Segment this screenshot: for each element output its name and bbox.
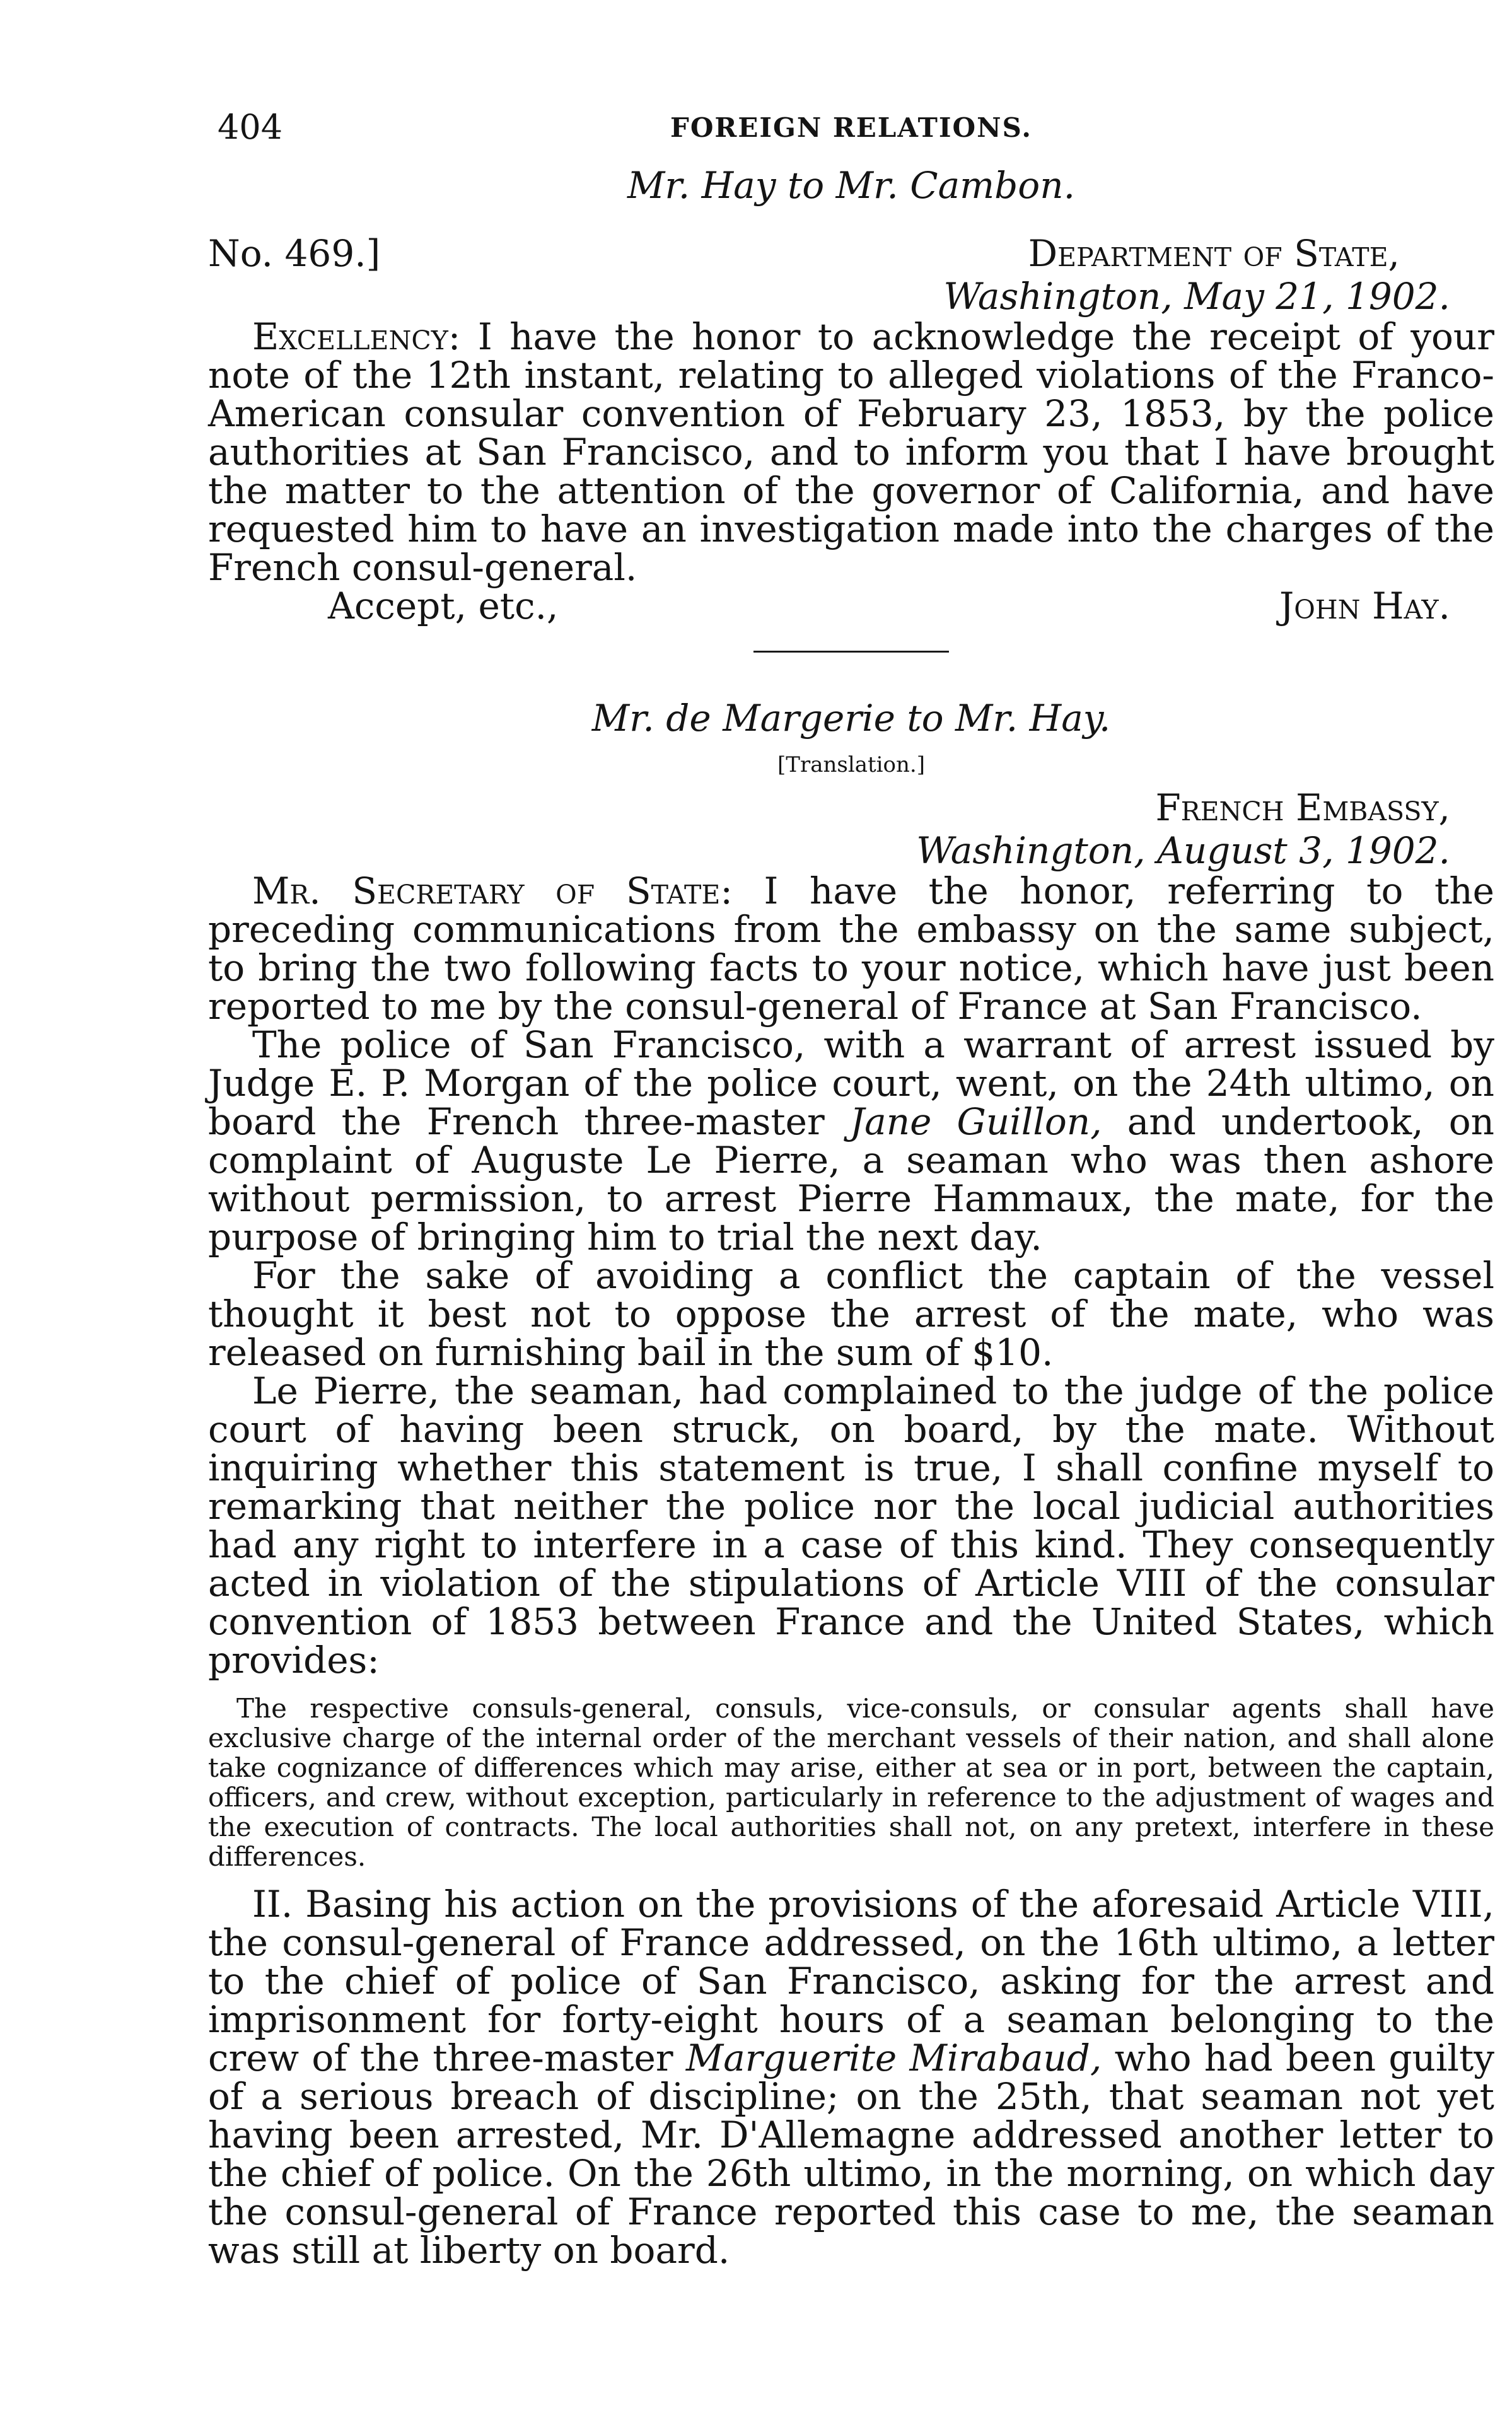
letter2-paragraph-4: Le Pierre, the seaman, had complained to the judge of the police court of having been struck, on board, by the mate. Without inquiring whether this statement is true, I shall confine myself to remarking that neither the police nor the local judicial authorities had any right to interfere in a case of this kind. They consequently acted in violation of the stipulations of Article VIII of the consular convention of 1853 between France and the United States, which provides: — [208, 1369, 1494, 1682]
letter1-heading: Mr. Hay to Mr. Cambon. — [627, 164, 1076, 207]
letter1-salutation: Excellency: — [252, 315, 461, 358]
letter2-p1-text: I have the honor, referring to the preceding communications from the embassy on the same subject, to bring the two following facts to your notice, which have just been reported to me by the consul-general of France at San Francisco. — [208, 869, 1494, 1028]
letter2-place-date: Washington, August 3, 1902. — [916, 829, 1450, 872]
letter1-closing: Accept, etc., — [328, 584, 559, 627]
text-column — [208, 107, 1494, 2270]
letter1-body-text: I have the honor to acknowledge the receipt of your note of the 12th instant, relating to alleged violations of the Franco-American consular convention of February 23, 1853, by the police authorities at San Francisco, and to inform you that I have brought the matter to the attention of the governor of California, and have requested him to have an investigation made into the charges of the French consul-general. — [208, 315, 1494, 589]
ship-name-marguerite-mirabaud: Marguerite Mirabaud, — [685, 2037, 1102, 2079]
ship-name-jane-guillon: Jane Guillon, — [849, 1100, 1102, 1143]
running-head — [208, 107, 1494, 164]
letter1-department: Department of State, — [1028, 232, 1400, 275]
treaty-quotation: The respective consuls-general, consuls, vice-consuls, or consular agents shall have exclusive charge of the internal order of the merchant vessels of their nation, and shall alone take cognizance of differences which may arise, either at sea or in port, between the captain, officers, and crew, without exception, particularly in reference to the adjustment of wages and the execution of contracts. The local authorities shall not, on any pretext, interfere in these differences. — [208, 1693, 1494, 1872]
letter1-closing-row — [208, 584, 1494, 627]
letter1-body — [208, 315, 1494, 589]
p2-text-before: The police of San Francisco, with a warrant of arrest issued by Judge E. P. Morgan of the police court, went, on the 24th ultimo, on board the French three-master — [208, 1023, 1494, 1143]
letter2-heading: Mr. de Margerie to Mr. Hay. — [591, 697, 1111, 740]
letter1-signature: John Hay. — [1279, 584, 1450, 627]
p2-text-after: and undertook, on complaint of Auguste Le Pierre, a seaman who was then ashore without permission, to arrest Pierre Hammaux, the mate, for the purpose of bringing him to trial the next day. — [208, 1100, 1495, 1259]
letter1-place-date: Washington, May 21, 1902. — [943, 275, 1450, 318]
letter2-paragraph-2 — [208, 1023, 1495, 1259]
p5-text-after: who had been guilty of a serious breach of discipline; on the 25th, that seaman not yet having been arrested, Mr. D'Allemagne addressed another letter to the chief of police. On the 26th ultimo, in the morning, on which day the consul-general of France reported this case to me, the seaman was still at liberty on board. — [208, 2037, 1495, 2272]
letter2-paragraph-5 — [208, 1885, 1494, 2270]
letter1-dateline — [208, 232, 1494, 275]
letter2-salutation: Mr. Secretary of State: — [252, 869, 733, 912]
translation-note: [Translation.] — [777, 752, 925, 777]
letter2-embassy: French Embassy, — [1155, 786, 1450, 829]
letter2-paragraph-3: For the sake of avoiding a conflict the captain of the vessel thought it best not to oppose the arrest of the mate, who was released on furnishing bail in the sum of $10. — [208, 1254, 1494, 1374]
letter1-number: No. 469.] — [208, 232, 381, 275]
running-title: FOREIGN RELATIONS. — [670, 112, 1032, 143]
p5-text-before: II. Basing his action on the provisions of the aforesaid Article VIII, the consul-general of France addressed, on the 16th ultimo, a letter to the chief of police of San Francisco, asking for the arrest and imprisonment for forty-eight hours of a seaman belonging to the crew of the three-master — [208, 1883, 1494, 2079]
letter2-paragraph-1 — [208, 869, 1494, 1028]
page-number: 404 — [218, 107, 283, 147]
